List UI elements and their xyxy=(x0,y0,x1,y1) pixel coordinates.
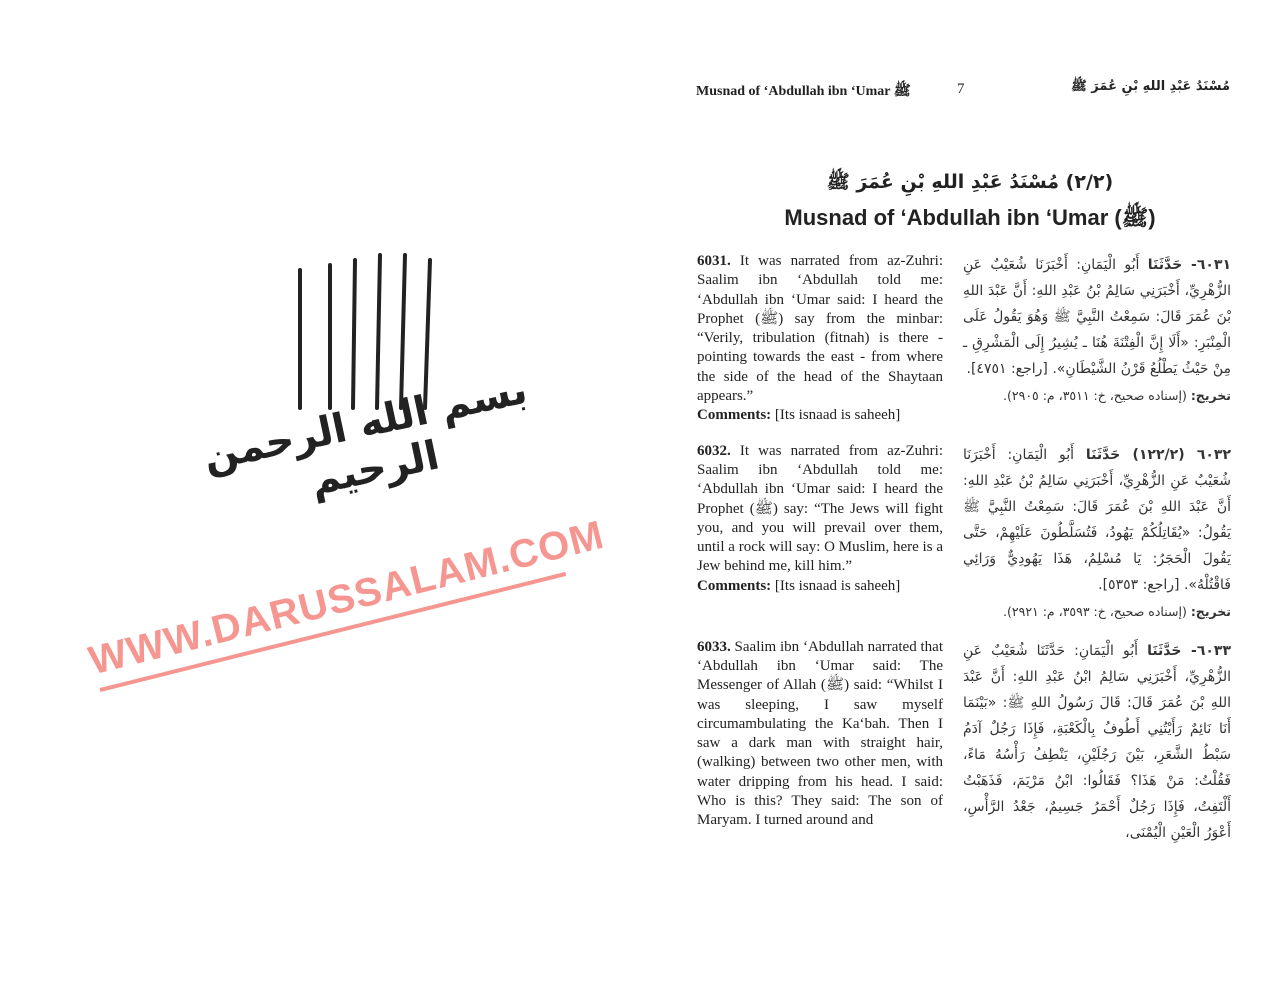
comments-label: Comments: xyxy=(697,407,772,424)
hadith-number: 6032. xyxy=(697,442,731,459)
hadith-6032-arabic xyxy=(963,442,1231,598)
bismillah-calligraphy: بسم الله الرحمن الرحيم xyxy=(199,366,532,505)
hadith-number: 6033. xyxy=(697,638,731,655)
hadith-6032-arabic-column xyxy=(963,442,1231,622)
running-header-arabic: مُسْنَدُ عَبْدِ اللهِ بْنِ عُمَرَ ﷺ xyxy=(1071,79,1230,94)
page-number: 7 xyxy=(957,81,965,97)
hadith-text: Saalim ibn ‘Abdullah narrated that ‘Abdullah ibn ‘Umar said: The Messenger of Allah (ﷺ) said: “Whilst I was sleeping, I saw myself circumambulating the Ka‘bah. Then I saw a dark man with straight hair, (walking) between two other men, with water dripping from his head. I said: Who is this? They said: The son of Maryam. I turned around and xyxy=(697,638,943,829)
takhrij-label: تخريج: xyxy=(1190,603,1231,619)
hadith-text-arabic: أَبُو الْيَمَانِ: حَدَّثَنَا شُعَيْبٌ عَنِ الزُّهْرِيِّ، أَخْبَرَنِي سَالِمُ ابْنُ عَبْدِ اللهِ: أَنَّ عَبْدَ اللهِ بْنَ عُمَرَ قَالَ: قَالَ رَسُولُ اللهِ ﷺ: «بَيْنَمَا أَنَا نَائِمٌ رَأَيْتُنِي أَطُوفُ بِالْكَعْبَةِ، فَإِذَا رَجُلٌ آدَمُ سَبْطُ الشَّعَرِ، بَيْنَ رَجُلَيْنِ، يَنْطِفُ رَأْسُهُ مَاءً، فَقُلْتُ: مَنْ هَذَا؟ فَقَالُوا: ابْنُ مَرْيَمَ، فَذَهَبْتُ أَلْتَفِتُ، فَإِذَا رَجُلٌ أَحْمَرُ جَسِيمٌ، جَعْدُ الرَّأْسِ، أَعْوَرُ الْعَيْنِ الْيُمْنَى، xyxy=(963,642,1231,841)
takhrij-6032 xyxy=(963,602,1231,622)
section-title-arabic: (٢/٢) مُسْنَدُ عَبْدِ اللهِ بْنِ عُمَرَ ﷺ xyxy=(826,171,1114,193)
hadith-6031-arabic-column xyxy=(963,252,1231,406)
hadith-list xyxy=(697,252,1231,846)
running-header-english: Musnad of ‘Abdullah ibn ‘Umar ﷺ xyxy=(696,84,911,99)
comments-text: [Its isnaad is saheeh] xyxy=(771,407,901,424)
hadith-6033-english xyxy=(697,638,943,831)
takhrij-label: تخريج: xyxy=(1190,388,1231,403)
hadith-6031-english xyxy=(697,252,943,426)
takhrij-6031 xyxy=(963,386,1231,406)
hadith-text: It was narrated from az-Zuhri: Saalim ibn ‘Abdullah told me: ‘Abdullah ibn ‘Umar said: I heard the Prophet (ﷺ) say: “The Jews will fight you, and you will prevail over them, until a rock will say: O Muslim, here is a Jew behind me, kill him.” xyxy=(697,442,943,575)
hadith-text: It was narrated from az-Zuhri: Saalim ibn ‘Abdullah told me: ‘Abdullah ibn ‘Umar said: I heard the Prophet (ﷺ) say from the minbar: “Verily, tribulation (fitnah) is there - pointing towards the east - from where the side of the head of the Shaytaan appears.” xyxy=(697,253,943,405)
takhrij-text: (إسناده صحيح، خ: ٣٥٩٣، م: ٢٩٢١). xyxy=(1003,603,1191,619)
comments-text: [Its isnaad is saheeh] xyxy=(771,577,901,594)
hadith-number-arabic: ٦٠٣١- حَدَّثَنَا xyxy=(1147,257,1231,273)
takhrij-text: (إسناده صحيح، خ: ٣٥١١، م: ٢٩٠٥). xyxy=(1003,388,1191,403)
section-title-english: Musnad of ‘Abdullah ibn ‘Umar (ﷺ) xyxy=(784,205,1156,230)
hadith-6033-arabic xyxy=(963,638,1231,846)
hadith-6031-arabic xyxy=(963,252,1231,382)
hadith-6032 xyxy=(697,442,1231,622)
comments-label: Comments: xyxy=(697,577,772,594)
hadith-6032-english xyxy=(697,442,943,596)
hadith-number: 6031. xyxy=(697,253,731,269)
hadith-6033-arabic-column xyxy=(963,638,1231,846)
hadith-text-arabic: أَبُو الْيَمَانِ: أَخْبَرَنَا شُعَيْبٌ عَنِ الزُّهْرِيِّ، أَخْبَرَنِي سَالِمُ بْنُ عَبْدِ اللهِ: أَنَّ عَبْدَ اللهِ بْنَ عُمَرَ قَالَ: سَمِعْتُ النَّبِيَّ ﷺ يَقُولُ: «يُقَاتِلُكُمْ يَهُودُ، فَتُسَلَّطُونَ عَلَيْهِمْ، حَتَّى يَقُولَ الْحَجَرُ: يَا مُسْلِمُ، هَذَا يَهُودِيٌّ وَرَائِي فَاقْتُلْهُ». [راجع: ٥٣٥٣]. xyxy=(963,446,1231,593)
watermark: WWW.DARUSSALAM.COM xyxy=(84,512,609,684)
hadith-text-arabic: أَبُو الْيَمَانِ: أَخْبَرَنَا شُعَيْبٌ عَنِ الزُّهْرِيِّ، أَخْبَرَنِي سَالِمُ بْنُ عَبْدِ اللهِ: أَنَّ عَبْدَ اللهِ بْنَ عُمَرَ قَالَ: سَمِعْتُ النَّبِيَّ ﷺ وَهُوَ يَقُولُ عَلَى الْمِنْبَرِ: «أَلَا إِنَّ الْفِتْنَةَ هُنَا ـ يُشِيرُ إِلَى الْمَشْرِقِ ـ مِنْ حَيْثُ يَطْلُعُ قَرْنُ الشَّيْطَانِ». [راجع: ٤٧٥١]. xyxy=(963,257,1231,377)
hadith-6031 xyxy=(697,252,1231,426)
hadith-number-arabic: ٦٠٣٣- حَدَّثَنَا xyxy=(1147,642,1231,659)
hadith-number-arabic: ٦٠٣٢ (١٢٢/٢) حَدَّثَنَا xyxy=(1085,446,1232,463)
hadith-6033 xyxy=(697,638,1231,846)
